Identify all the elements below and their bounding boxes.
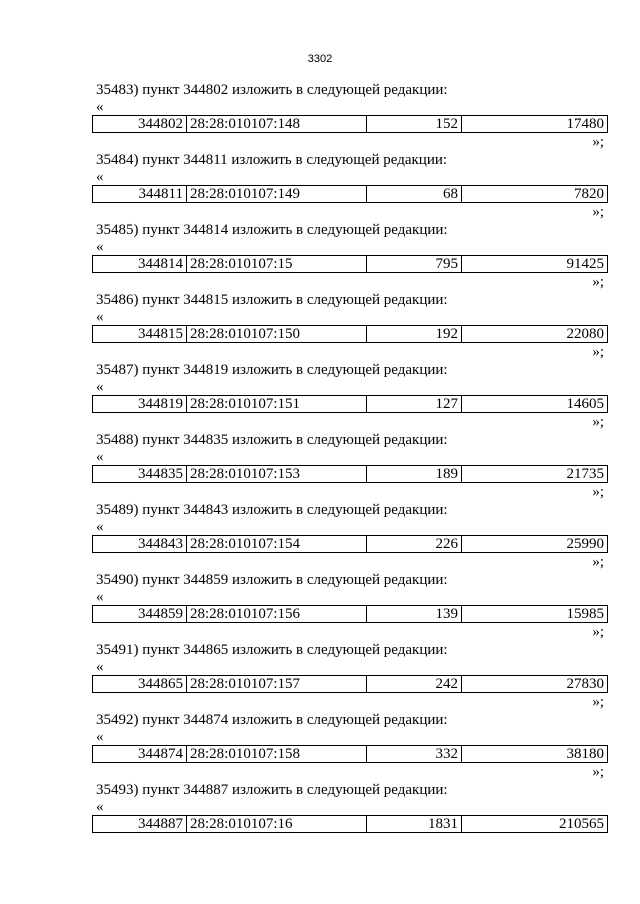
amendment-entry (0, 220, 640, 290)
area-cell: 152 (366, 116, 461, 132)
amendment-entry (0, 640, 640, 710)
cadastral-number-cell: 28:28:010107:157 (186, 676, 366, 692)
closing-quote: »; (592, 694, 604, 710)
amendment-heading: 35486) пункт 344815 изложить в следующей редакции: (96, 292, 448, 308)
area-cell: 192 (366, 326, 461, 342)
item-number-cell: 344843 (138, 536, 183, 552)
area-cell: 189 (366, 466, 461, 482)
opening-quote: « (96, 729, 104, 745)
item-number-cell: 344874 (138, 746, 183, 762)
table-row (92, 815, 608, 833)
amendment-heading: 35485) пункт 344814 изложить в следующей редакции: (96, 222, 448, 238)
table-row (92, 535, 608, 553)
amendment-heading: 35491) пункт 344865 изложить в следующей редакции: (96, 642, 448, 658)
cadastral-number-cell: 28:28:010107:156 (186, 606, 366, 622)
opening-quote: « (96, 169, 104, 185)
item-number-cell: 344802 (138, 116, 183, 132)
value-cell: 38180 (461, 746, 607, 762)
area-cell: 795 (366, 256, 461, 272)
page-number: 3302 (307, 53, 333, 65)
value-cell: 22080 (461, 326, 607, 342)
value-cell: 91425 (461, 256, 607, 272)
amendment-heading: 35492) пункт 344874 изложить в следующей редакции: (96, 712, 448, 728)
opening-quote: « (96, 379, 104, 395)
item-number-cell: 344811 (138, 186, 183, 202)
closing-quote: »; (592, 414, 604, 430)
amendment-heading: 35489) пункт 344843 изложить в следующей редакции: (96, 502, 448, 518)
closing-quote: »; (592, 764, 604, 780)
table-row (92, 745, 608, 763)
value-cell: 25990 (461, 536, 607, 552)
table-row (92, 185, 608, 203)
amendment-entry (0, 780, 640, 850)
amendment-heading: 35488) пункт 344835 изложить в следующей редакции: (96, 432, 448, 448)
amendment-entry (0, 570, 640, 640)
cadastral-number-cell: 28:28:010107:158 (186, 746, 366, 762)
opening-quote: « (96, 309, 104, 325)
table-row (92, 255, 608, 273)
closing-quote: »; (592, 624, 604, 640)
value-cell: 17480 (461, 116, 607, 132)
table-row (92, 465, 608, 483)
cadastral-number-cell: 28:28:010107:16 (186, 816, 366, 832)
table-row (92, 395, 608, 413)
item-number-cell: 344865 (138, 676, 183, 692)
table-row (92, 675, 608, 693)
amendment-entry (0, 290, 640, 360)
item-number-cell: 344859 (138, 606, 183, 622)
closing-quote: »; (592, 134, 604, 150)
table-row (92, 115, 608, 133)
cadastral-number-cell: 28:28:010107:150 (186, 326, 366, 342)
item-number-cell: 344819 (138, 396, 183, 412)
area-cell: 127 (366, 396, 461, 412)
amendment-heading: 35483) пункт 344802 изложить в следующей редакции: (96, 82, 448, 98)
value-cell: 21735 (461, 466, 607, 482)
closing-quote: »; (592, 554, 604, 570)
cadastral-number-cell: 28:28:010107:153 (186, 466, 366, 482)
amendment-entry (0, 360, 640, 430)
amendment-heading: 35484) пункт 344811 изложить в следующей редакции: (96, 152, 448, 168)
opening-quote: « (96, 589, 104, 605)
opening-quote: « (96, 659, 104, 675)
closing-quote: »; (592, 344, 604, 360)
opening-quote: « (96, 239, 104, 255)
item-number-cell: 344835 (138, 466, 183, 482)
item-number-cell: 344887 (138, 816, 183, 832)
amendment-entry (0, 150, 640, 220)
cadastral-number-cell: 28:28:010107:154 (186, 536, 366, 552)
item-number-cell: 344814 (138, 256, 183, 272)
value-cell: 210565 (461, 816, 607, 832)
opening-quote: « (96, 99, 104, 115)
opening-quote: « (96, 519, 104, 535)
amendment-heading: 35493) пункт 344887 изложить в следующей редакции: (96, 782, 448, 798)
area-cell: 332 (366, 746, 461, 762)
amendment-entry (0, 710, 640, 780)
closing-quote: »; (592, 274, 604, 290)
table-row (92, 605, 608, 623)
cadastral-number-cell: 28:28:010107:15 (186, 256, 366, 272)
cadastral-number-cell: 28:28:010107:148 (186, 116, 366, 132)
opening-quote: « (96, 449, 104, 465)
value-cell: 7820 (461, 186, 607, 202)
amendment-heading: 35487) пункт 344819 изложить в следующей редакции: (96, 362, 448, 378)
amendment-entry (0, 500, 640, 570)
amendment-heading: 35490) пункт 344859 изложить в следующей редакции: (96, 572, 448, 588)
value-cell: 27830 (461, 676, 607, 692)
area-cell: 1831 (366, 816, 461, 832)
area-cell: 226 (366, 536, 461, 552)
amendment-entry (0, 80, 640, 150)
cadastral-number-cell: 28:28:010107:149 (186, 186, 366, 202)
opening-quote: « (96, 799, 104, 815)
area-cell: 242 (366, 676, 461, 692)
item-number-cell: 344815 (138, 326, 183, 342)
value-cell: 15985 (461, 606, 607, 622)
area-cell: 139 (366, 606, 461, 622)
value-cell: 14605 (461, 396, 607, 412)
closing-quote: »; (592, 484, 604, 500)
amendment-list (0, 80, 640, 850)
cadastral-number-cell: 28:28:010107:151 (186, 396, 366, 412)
closing-quote: »; (592, 204, 604, 220)
area-cell: 68 (366, 186, 461, 202)
table-row (92, 325, 608, 343)
amendment-entry (0, 430, 640, 500)
